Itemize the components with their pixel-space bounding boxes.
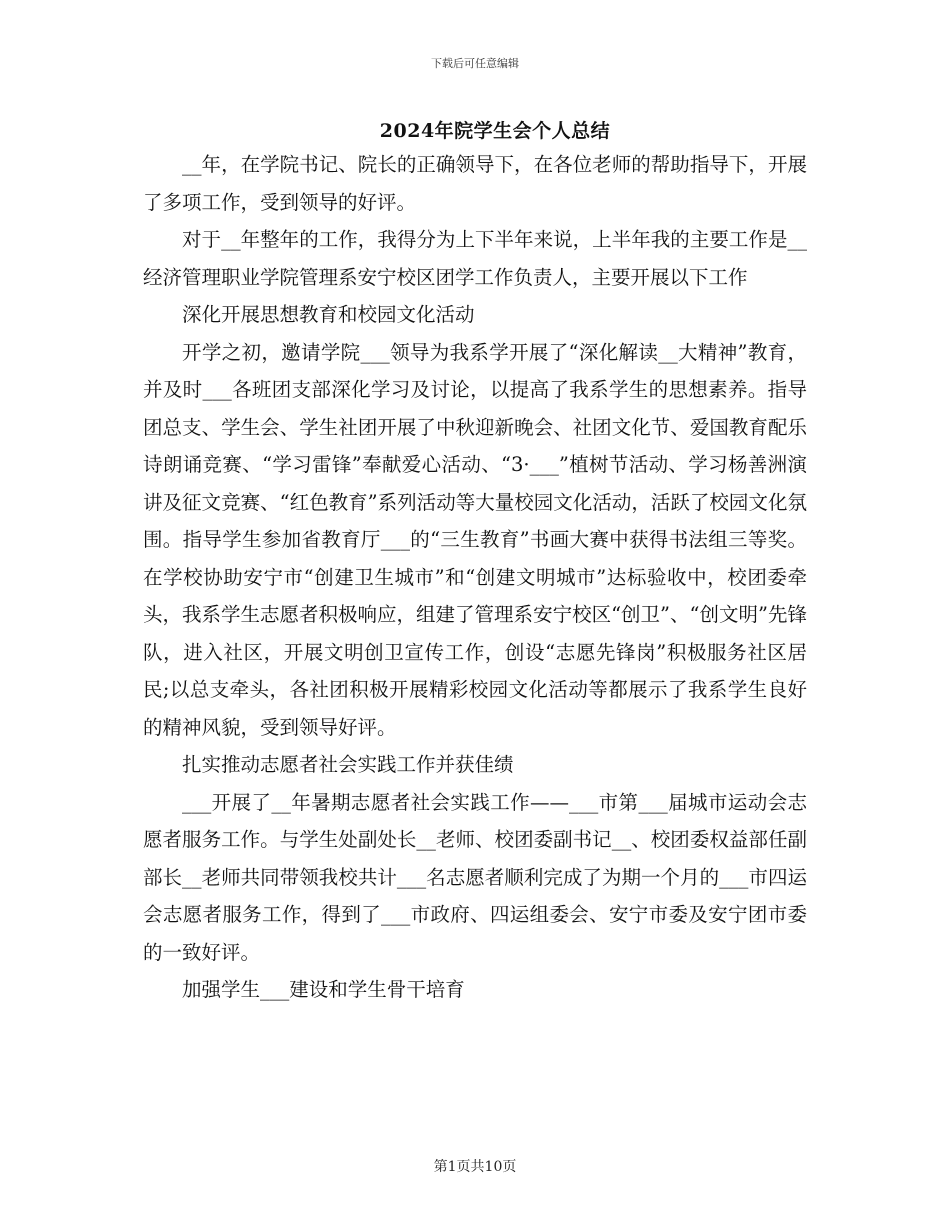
paragraph: 开学之初，邀请学院___领导为我系学开展了“深化解读__大精神”教育，并及时___各班团支部深化学习及讨论，以提高了我系学生的思想素养。指导团总支、学生会、学生社团开展了中秋迎新晚会、社团文化节、爱国教育配乐诗朗诵竞赛、“学习雷锋”奉献爱心活动、“3·___”植树节活动、学习杨善洲演讲及征文竞赛、“红色教育”系列活动等大量校园文化活动，活跃了校园文化氛围。指导学生参加省教育厅___的“三生教育”书画大赛中获得书法组三等奖。在学校协助安宁市“创建卫生城市”和“创建文明城市”达标验收中，校团委牵头，我系学生志愿者积极响应，组建了管理系安宁校区“创卫”、“创文明”先锋队，进入社区，开展文明创卫宣传工作，创设“志愿先锋岗”积极服务社区居民;以总支牵头，各社团积极开展精彩校园文化活动等都展示了我系学生良好的精神风貌，受到领导好评。: [143, 340, 807, 739]
document-body: [143, 146, 807, 1009]
section-heading: 扎实推动志愿者社会实践工作并获佳绩: [182, 753, 514, 776]
page-footer: 第1页共10页: [433, 1159, 517, 1175]
document-title: 2024年院学生会个人总结: [379, 120, 611, 142]
header-note: 下载后可任意编辑: [431, 57, 519, 70]
section-heading: 深化开展思想教育和校园文化活动: [182, 303, 475, 326]
paragraph: __年，在学院书记、院长的正确领导下，在各位老师的帮助指导下，开展了多项工作，受到领导的好评。: [143, 153, 807, 214]
paragraph: 对于__年整年的工作，我得分为上下半年来说，上半年我的主要工作是__经济管理职业学院管理系安宁校区团学工作负责人，主要开展以下工作: [143, 228, 807, 289]
paragraph: ___开展了__年暑期志愿者社会实践工作——___市第___届城市运动会志愿者服务工作。与学生处副处长__老师、校团委副书记__、校团委权益部任副部长__老师共同带领我校共计___名志愿者顺利完成了为期一个月的___市四运会志愿者服务工作，得到了___市政府、四运组委会、安宁市委及安宁团市委的一致好评。: [143, 790, 807, 964]
section-heading: 加强学生___建设和学生骨干培育: [182, 978, 465, 1001]
